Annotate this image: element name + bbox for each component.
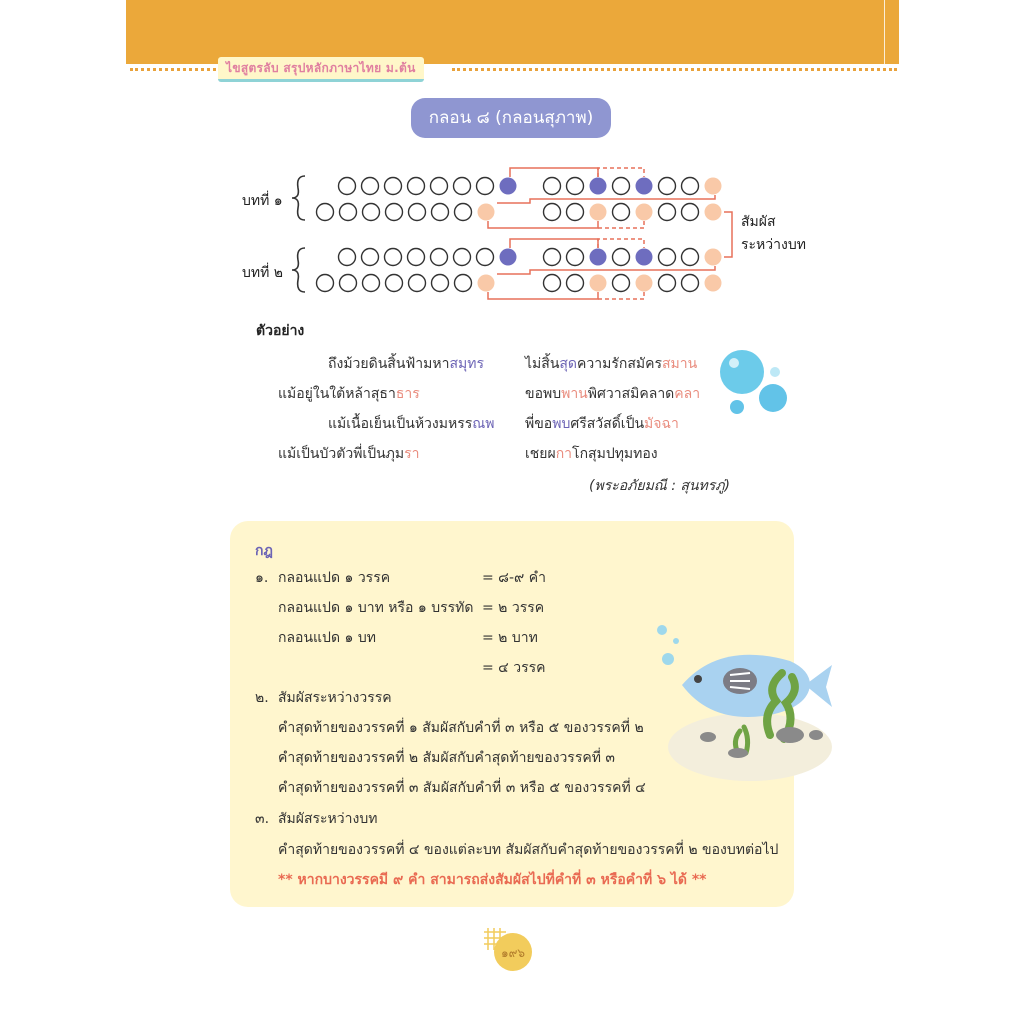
syllable-circle [386,275,403,292]
rule-2a: คำสุดท้ายของวรรคที่ ๑ สัมผัสกับคำที่ ๓ หรือ ๕ ของวรรคที่ ๒ [278,720,644,736]
syllable-circle [590,204,607,221]
syllable-circle [431,249,448,266]
syllable-circle [590,249,607,266]
syllable-circle [409,275,426,292]
syllable-circle [682,275,699,292]
example-line-4 [525,383,700,405]
syllable-circle [363,204,380,221]
pebble-4 [809,730,823,740]
syllable-circle [613,204,630,221]
rule-1a-left: กลอนแปด ๑ วรรค [278,570,391,586]
syllable-circle [567,275,584,292]
syllable-circle [339,178,356,195]
example-word-part: ศรีสวัสดิ์เป็น [570,416,645,432]
example-line-3 [278,383,420,405]
rule-3a: คำสุดท้ายของวรรคที่ ๔ ของแต่ละบท สัมผัสกับคำสุดท้ายของวรรคที่ ๒ ของบทต่อไป [278,842,779,858]
bubble-small [730,400,744,414]
syllable-circle [613,249,630,266]
example-word-part: สมาน [662,356,698,372]
rule-2b: คำสุดท้ายของวรรคที่ ๒ สัมผัสกับคำสุดท้ายของวรรคที่ ๓ [278,750,615,766]
fish-tail [805,665,832,707]
rule-3-number: ๓. [255,811,270,827]
pebble-2 [728,748,748,758]
page-number: ๑๙๖ [494,933,532,971]
syllable-circle [455,275,472,292]
rhyme-link-dashed [598,239,644,248]
syllable-circle [409,204,426,221]
book-title-tag: ไขสูตรลับ สรุปหลักภาษาไทย ม.ต้น [218,57,424,82]
stanza-2-label: บทที่ ๒ [242,265,284,281]
syllable-circle [477,249,494,266]
inter-stanza-label-2: ระหว่างบท [741,237,806,253]
example-source: (พระอภัยมณี : สุนทรภู่) [589,478,730,494]
syllable-circle [478,204,495,221]
syllable-circle [339,249,356,266]
syllable-circle [590,275,607,292]
syllable-circle [590,178,607,195]
syllable-circle [636,204,653,221]
inter-stanza-bracket [724,212,732,257]
example-word-part: กา [555,446,573,462]
example-word-part: ถึงม้วยดินสิ้นฟ้ามหา [328,356,450,372]
example-word-part: ขอพบ [525,386,562,402]
rhyme-link [510,239,598,248]
example-word-part: ความรักสมัคร [577,356,663,372]
rules-note: ** หากบางวรรคมี ๙ คำ สามารถส่งสัมผัสไปที่คำที่ ๓ หรือคำที่ ๖ ได้ ** [278,872,707,888]
bubble-large [720,350,764,394]
bubble-medium [759,384,787,412]
example-word-part: แม้เนื้อเย็นเป็นห้วงมหรร [328,416,473,432]
page-title: กลอน ๘ (กลอนสุภาพ) [411,98,611,138]
rule-3-title: สัมผัสระหว่างบท [278,811,378,827]
syllable-circle [705,249,722,266]
syllable-circle [613,275,630,292]
syllable-circle [408,249,425,266]
stanza-2-brace [292,248,305,292]
example-word-part: เชยผ [525,446,556,462]
rhyme-link [497,195,715,203]
bubbles-decoration [715,345,795,420]
example-line-1 [328,353,484,375]
syllable-circle [454,249,471,266]
rule-2-title: สัมผัสระหว่างวรรค [278,690,392,706]
rhyme-link-dashed [598,168,644,177]
syllable-circle [567,249,584,266]
example-word-part: ไม่สิ้น [525,356,560,372]
rule-2-number: ๒. [255,690,269,706]
bubble-tiny [770,367,780,377]
syllable-circle [567,204,584,221]
example-word-part: ณพ [472,416,495,432]
fish-bubble-2 [673,638,679,644]
syllable-circle [705,275,722,292]
fish-eye [694,675,702,683]
sand-mound [668,713,832,781]
rhyme-link [488,292,598,299]
example-word-part: พบ [552,416,571,432]
rules-heading: กฎ [255,543,273,559]
rule-1d-right: = ๔ วรรค [482,660,546,676]
syllable-circle [362,249,379,266]
syllable-circle [659,275,676,292]
example-line-8 [525,443,658,465]
syllable-circle [340,275,357,292]
stanza-1-label: บทที่ ๑ [242,193,283,209]
syllable-circle [363,275,380,292]
syllable-circle [636,275,653,292]
syllable-circle [317,275,334,292]
rule-1a-right: = ๘-๙ คำ [482,570,546,586]
syllable-circle [500,178,517,195]
syllable-circle [636,178,653,195]
syllable-circle [636,249,653,266]
rhyme-link [510,168,598,177]
syllable-circle [478,275,495,292]
syllable-circle [659,204,676,221]
example-word-part: พาน [561,386,588,402]
syllable-circle [682,249,699,266]
syllable-circle [432,204,449,221]
fish-bubble-3 [662,653,674,665]
syllable-circle [567,178,584,195]
syllable-circle [385,178,402,195]
syllable-circle [385,249,402,266]
example-word-part: พี่ขอ [525,416,553,432]
example-word-part: ธาร [395,386,420,402]
syllable-circle [477,178,494,195]
syllable-circle [431,178,448,195]
rule-1b-right: = ๒ วรรค [482,600,545,616]
fish-bubble-1 [657,625,667,635]
syllable-circle [408,178,425,195]
example-word-part: แม้อยู่ในใต้หล้าสุธา [278,386,396,402]
syllable-circle [705,204,722,221]
example-heading: ตัวอย่าง [256,323,305,339]
syllable-circle [340,204,357,221]
bubble-shine [729,358,739,368]
syllable-circle [613,178,630,195]
example-word-part: มัจฉา [644,416,679,432]
rule-1-number: ๑. [255,570,269,586]
syllable-circle [500,249,517,266]
example-line-7 [278,443,420,465]
example-word-part: รา [404,446,420,462]
fish-illustration [650,615,840,785]
syllable-circle [386,204,403,221]
syllable-circle [454,178,471,195]
syllable-circle [659,249,676,266]
syllable-circle [682,178,699,195]
example-line-5 [328,413,494,435]
syllable-circle [659,178,676,195]
example-word-part: สมุทร [449,356,485,372]
syllable-circle [362,178,379,195]
syllable-circle [317,204,334,221]
syllable-circle [432,275,449,292]
syllable-circle [544,275,561,292]
example-line-2 [525,353,697,375]
syllable-circle [705,178,722,195]
syllable-circle [544,249,561,266]
rhyme-link [488,221,598,228]
inter-stanza-label-1: สัมผัส [741,214,776,230]
rhyme-link-dashed [598,221,644,228]
rule-1b-left: กลอนแปด ๑ บาท หรือ ๑ บรรทัด [278,600,474,616]
example-word-part: คลา [674,386,701,402]
example-word-part: โกสุมปทุมทอง [572,446,658,462]
rule-1c-right: = ๒ บาท [482,630,538,646]
rule-2c: คำสุดท้ายของวรรคที่ ๓ สัมผัสกับคำที่ ๓ หรือ ๕ ของวรรคที่ ๔ [278,780,646,796]
syllable-circle [682,204,699,221]
example-word-part: สุด [559,356,578,372]
pebble-3 [776,727,804,743]
pebble-1 [700,732,716,742]
stanza-1-brace [292,176,305,220]
example-word-part: แม้เป็นบัวตัวพี่เป็นภุม [278,446,405,462]
rule-1c-left: กลอนแปด ๑ บท [278,630,376,646]
example-line-6 [525,413,679,435]
diagram-shapes [292,168,732,299]
syllable-circle [455,204,472,221]
example-word-part: พิศวาสมิคลาด [587,386,675,402]
rhyme-link-dashed [598,292,644,299]
rhyme-link [497,266,715,274]
syllable-circle [544,204,561,221]
syllable-circle [544,178,561,195]
